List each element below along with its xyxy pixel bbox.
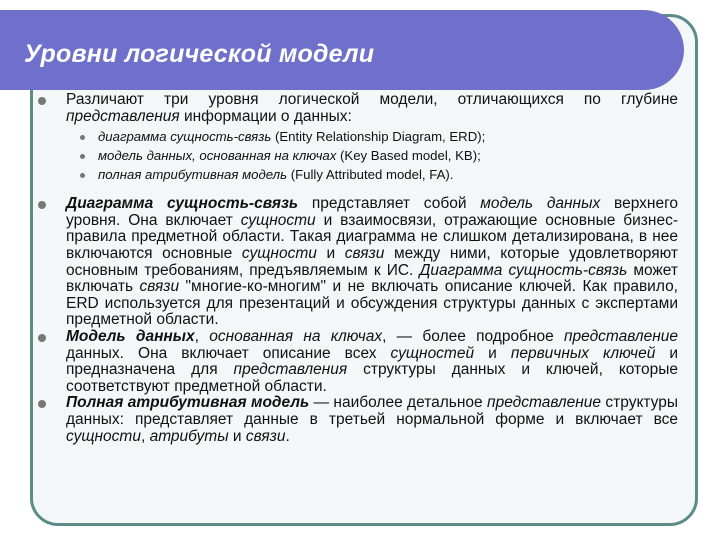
kb-paragraph: Модель данных, основанная на ключах, — более подробное представление данных. Она включает описание всех сущностей и первичных ключей и предназначена для представления структуры данных и ключей, которые соответствуют предметной области. [30, 329, 678, 395]
bullet-icon [38, 400, 46, 408]
bullet-icon [80, 154, 85, 159]
fa-paragraph: Полная атрибутивная модель — наиболее детальное представление структуры данных: представляет данные в третьей нормальной форме и включает все сущности, атрибуты и связи. [30, 395, 678, 445]
bullet-icon [80, 173, 85, 178]
bullet-icon [38, 201, 46, 209]
slide-content [30, 92, 678, 445]
bullet-icon [38, 97, 46, 105]
slide-title: Уровни логической модели [24, 40, 375, 68]
list-item: модель данных, основанная на ключах (Key Based model, KB); [98, 146, 678, 165]
bullet-icon [80, 135, 85, 140]
bullet-icon [38, 334, 46, 342]
list-item: полная атрибутивная модель (Fully Attributed model, FA). [98, 165, 678, 184]
title-bar [0, 10, 684, 90]
levels-list [30, 127, 678, 184]
erd-paragraph: Диаграмма сущность-связь представляет собой модель данных верхнего уровня. Она включает сущности и взаимосвязи, отражающие основные бизнес-правила предметной области. Такая диаграмма не слишком детализирована, в нее включаются основные сущности и связи между ними, которые удовлетворяют основным требованиям, предъявляемым к ИС. Диаграмма сущность-связь может включать связи "многие-ко-многим" и не включать описание ключей. Как правило, ERD используется для презентаций и обсуждения структуры данных с экспертами предметной области. [30, 196, 678, 329]
list-item: диаграмма сущность-связь (Entity Relationship Diagram, ERD); [98, 127, 678, 146]
intro-paragraph: Различают три уровня логической модели, отличающихся по глубине представления информации о данных: [30, 92, 678, 125]
